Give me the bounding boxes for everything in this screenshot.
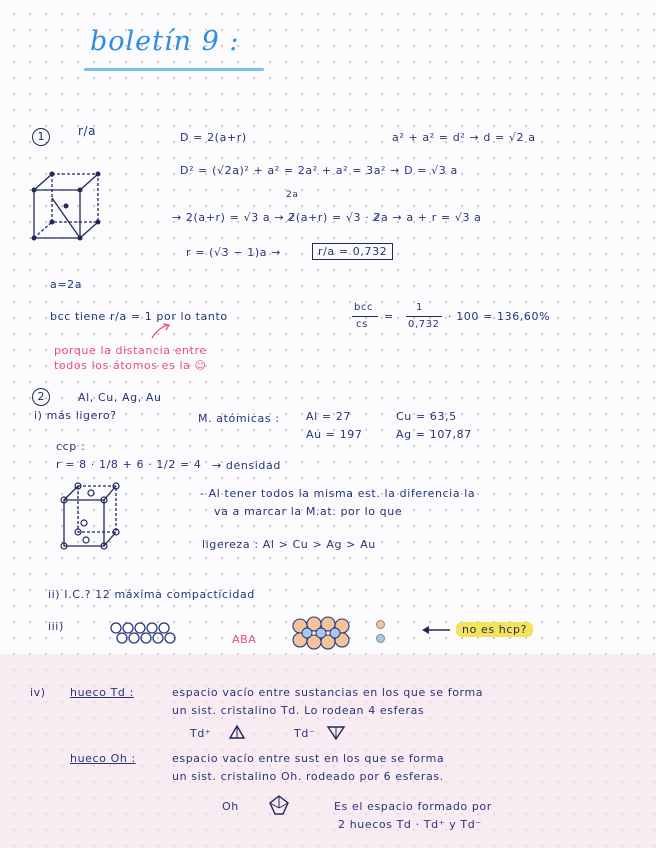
q2-oh-note-2: 2 huecos Td · Td⁺ y Td⁻	[338, 818, 482, 831]
q2-dens-note-1: - Al tener todos la misma est. la diferencia la	[200, 487, 476, 500]
legend-dot-b	[376, 634, 385, 643]
q1-frac2-bot: 0,732	[408, 319, 440, 330]
q1-frac2-line	[406, 316, 442, 317]
hcp-stack-figure	[290, 614, 360, 654]
question-1-number: 1	[32, 128, 50, 146]
q2-oh-text-1: espacio vacío entre sust en los que se forma	[172, 752, 445, 765]
q2-td-text-1: espacio vacío entre sustancias en los que se forma	[172, 686, 484, 699]
q2-hueco-oh: hueco Oh :	[70, 752, 136, 765]
q2-oh-text-2: un sist. cristalino Oh. rodeado por 6 esferas.	[172, 770, 444, 783]
q1-pink-note-1: porque la distancia entre	[54, 344, 207, 357]
q2-density: → densidad	[212, 459, 281, 472]
q2-ag-mass: Ag = 107,87	[396, 428, 472, 441]
q2-oh-note-1: Es el espacio formado por	[334, 800, 492, 813]
q2-al-mass: Al = 27	[306, 410, 351, 423]
q1-line3: → 2(a+r) = √3 a → 2̸(a+r) = √3 · 2̸a → a + r = √3 a	[172, 211, 482, 224]
q1-frac-line	[352, 316, 378, 317]
title-underline	[84, 68, 264, 71]
q1-line2: D² = (√2a)² + a² = 2a² + a² = 3a² → D = √3 a	[180, 164, 458, 177]
legend-dot-a	[376, 620, 385, 629]
sphere-layer-figure	[108, 620, 180, 648]
q1-result-box: r/a = 0,732	[312, 243, 393, 260]
q1-frac-top: bcc	[354, 302, 374, 313]
q1-pink-note-2: todos los átomos es la ☺	[54, 359, 207, 372]
highlight-band	[0, 654, 656, 848]
fcc-cell-figure	[58, 480, 122, 552]
q1-label: r/a	[78, 124, 97, 138]
q2-count: r = 8 · 1/8 + 6 · 1/2 = 4	[56, 458, 202, 471]
q1-bcc-text: bcc tiene r/a = 1 por lo tanto	[50, 310, 228, 323]
q2-td-text-2: un sist. cristalino Td. Lo rodean 4 esferas	[172, 704, 425, 717]
q2-ii: ii) I.C.? 12 máxima compacticidad	[48, 588, 255, 601]
q1-line4: r = (√3 − 1)a →	[186, 246, 281, 259]
q2-hueco-td: hueco Td :	[70, 686, 134, 699]
pink-arrow-icon	[150, 322, 174, 340]
q2-aba: ABA	[232, 633, 257, 646]
q2-td-plus: Td⁺	[190, 727, 212, 740]
q1-frac2-top: 1	[416, 302, 423, 313]
page-title: boletín 9 :	[90, 26, 240, 57]
q1-line1b: a² + a² = d² → d = √2 a	[392, 131, 536, 144]
q2-elements: Al, Cu, Ag, Au	[78, 391, 162, 404]
q2-td-minus: Td⁻	[294, 727, 316, 740]
q1-frac-result: · 100 = 136,60%	[448, 310, 551, 323]
q2-iii: iii)	[48, 620, 64, 633]
q2-cu-mass: Cu = 63,5	[396, 410, 457, 423]
cubic-cell-figure	[30, 168, 102, 244]
q1-note-2a: 2a	[286, 190, 299, 200]
q2-dens-note-2: va a marcar la M.at. por lo que	[214, 505, 403, 518]
q2-hcp-note: no es hcp?	[456, 622, 533, 637]
octahedron-icon	[268, 794, 290, 816]
q2-masas-label: M. atómicas :	[198, 412, 280, 425]
q1-line1a: D = 2(a+r)	[180, 131, 247, 144]
tetrahedron-down-icon	[326, 724, 346, 742]
q2-iv: iv)	[30, 686, 46, 699]
q2-oh-label: Oh	[222, 800, 239, 813]
q1-frac-bot: cs	[356, 319, 368, 330]
q1-a-eq: a=2a	[50, 278, 83, 291]
q2-ccp: ccp :	[56, 440, 86, 453]
tetrahedron-up-icon	[228, 724, 246, 742]
q2-lightness: ligereza : Al > Cu > Ag > Au	[202, 538, 376, 551]
arrow-left-icon	[420, 624, 452, 636]
question-2-number: 2	[32, 388, 50, 406]
q2-au-mass: Au = 197	[306, 428, 363, 441]
q2-i-label: i) más ligero?	[34, 409, 117, 422]
